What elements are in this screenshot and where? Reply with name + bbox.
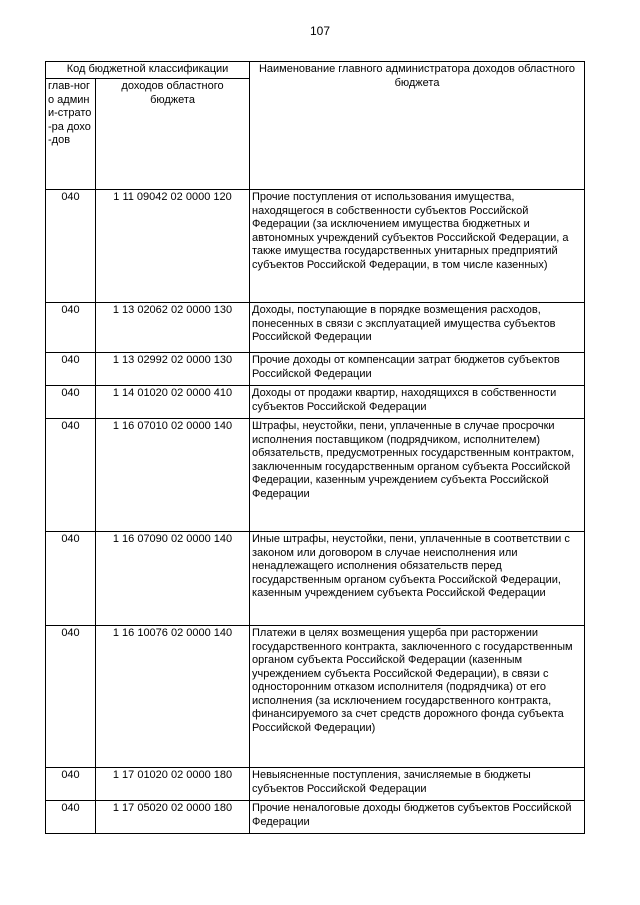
income-name-cell: Платежи в целях возмещения ущерба при расторжении государственного контракта, заключенного с государственным органом субъекта Российской Федерации (казенным учреждением субъекта Российской Федерации), в связи с односторонним отказом исполнителя (подрядчика) от его исполнения (за исключением государственного контракта, финансируемого за счет средств дорожного фонда субъекта Российской Федерации)	[250, 626, 585, 768]
income-code-cell: 1 13 02992 02 0000 130	[96, 353, 250, 386]
income-code-cell: 1 17 05020 02 0000 180	[96, 801, 250, 834]
admin-code-cell: 040	[46, 190, 96, 303]
income-code-cell: 1 17 01020 02 0000 180	[96, 768, 250, 801]
admin-code-cell: 040	[46, 626, 96, 768]
table-row	[46, 353, 585, 386]
admin-code-cell: 040	[46, 353, 96, 386]
header-budget-classification-code: Код бюджетной классификации	[46, 62, 250, 79]
income-name-cell: Прочие неналоговые доходы бюджетов субъектов Российской Федерации	[250, 801, 585, 834]
page-number: 107	[309, 24, 331, 38]
admin-code-cell: 040	[46, 801, 96, 834]
income-name-cell: Доходы от продажи квартир, находящихся в собственности субъектов Российской Федерации	[250, 386, 585, 419]
income-code-cell: 1 13 02062 02 0000 130	[96, 303, 250, 353]
header-chief-administrator: глав-ного админи-страто-ра дохо-дов	[46, 79, 96, 190]
income-code-cell: 1 16 07090 02 0000 140	[96, 532, 250, 626]
table-row	[46, 532, 585, 626]
admin-code-cell: 040	[46, 768, 96, 801]
admin-code-cell: 040	[46, 419, 96, 532]
income-code-cell: 1 16 10076 02 0000 140	[96, 626, 250, 768]
budget-classification-table	[45, 61, 585, 834]
income-code-cell: 1 14 01020 02 0000 410	[96, 386, 250, 419]
table-row	[46, 768, 585, 801]
income-code-cell: 1 16 07010 02 0000 140	[96, 419, 250, 532]
income-name-cell: Прочие доходы от компенсации затрат бюджетов субъектов Российской Федерации	[250, 353, 585, 386]
header-administrator-name: Наименование главного администратора доходов областного бюджета	[250, 62, 585, 190]
table-row	[46, 190, 585, 303]
income-code-cell: 1 11 09042 02 0000 120	[96, 190, 250, 303]
income-name-cell: Невыясненные поступления, зачисляемые в бюджеты субъектов Российской Федерации	[250, 768, 585, 801]
admin-code-cell: 040	[46, 386, 96, 419]
table-row	[46, 801, 585, 834]
table-row	[46, 419, 585, 532]
income-name-cell: Иные штрафы, неустойки, пени, уплаченные в соответствии с законом или договором в случае неисполнения или ненадлежащего исполнения обязательств перед государственным органом субъекта Российской Федерации, казенным учреждением субъекта Российской Федерации	[250, 532, 585, 626]
header-regional-budget-income: доходов областного бюджета	[96, 79, 250, 190]
table-row	[46, 303, 585, 353]
admin-code-cell: 040	[46, 303, 96, 353]
income-name-cell: Штрафы, неустойки, пени, уплаченные в случае просрочки исполнения поставщиком (подрядчиком, исполнителем) обязательств, предусмотренных государственным контрактом, заключенным государственным органом субъекта Российской Федерации, казенным учреждением субъекта Российской Федерации	[250, 419, 585, 532]
table-row	[46, 386, 585, 419]
income-name-cell: Прочие поступления от использования имущества, находящегося в собственности субъектов Российской Федерации (за исключением имущества бюджетных и автономных учреждений субъектов Российской Федерации, а также имущества государственных унитарных предприятий субъектов Российской Федерации, в том числе казенных)	[250, 190, 585, 303]
admin-code-cell: 040	[46, 532, 96, 626]
table-header-row-1	[46, 62, 585, 79]
income-name-cell: Доходы, поступающие в порядке возмещения расходов, понесенных в связи с эксплуатацией имущества субъектов Российской Федерации	[250, 303, 585, 353]
table-row	[46, 626, 585, 768]
